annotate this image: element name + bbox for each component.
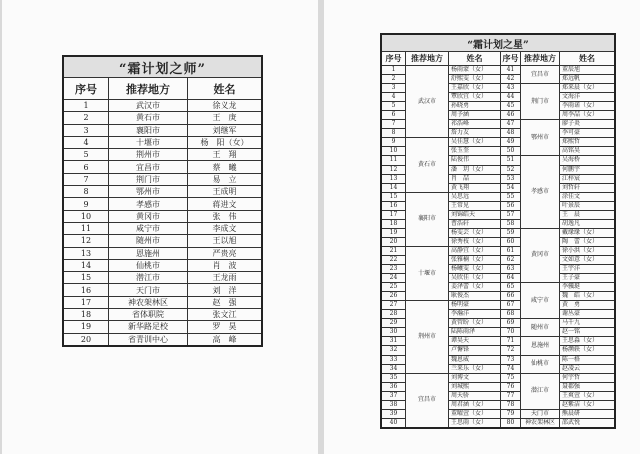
name-cell: 孙晓勇 bbox=[449, 102, 501, 111]
header-cell: 推荐地方 bbox=[406, 52, 449, 66]
row-number: 70 bbox=[501, 328, 521, 337]
name-cell: 张 伟 bbox=[188, 210, 263, 222]
name-cell: 廖子炎 bbox=[560, 120, 616, 129]
row-number: 12 bbox=[381, 165, 406, 174]
name-cell: 王宇洋 bbox=[560, 265, 616, 274]
row-number: 57 bbox=[501, 210, 521, 219]
name-cell: 李骥珽 bbox=[560, 283, 616, 292]
region-cell: 十堰市 bbox=[406, 246, 449, 300]
row-number: 13 bbox=[63, 247, 109, 259]
name-cell: 张文江 bbox=[188, 309, 263, 321]
region-cell: 孝感市 bbox=[521, 156, 560, 228]
name-cell: 徐秀枝（女） bbox=[449, 237, 501, 246]
name-cell: 王龙雨 bbox=[188, 272, 263, 284]
name-cell: 杨濒轶（女） bbox=[560, 346, 616, 355]
table-title: “霜计划之星” bbox=[381, 34, 615, 52]
row-number: 34 bbox=[381, 364, 406, 373]
row-number: 48 bbox=[501, 129, 521, 138]
region-cell: 随州市 bbox=[109, 235, 188, 247]
row-number: 3 bbox=[381, 84, 406, 93]
name-cell: 肖 波 bbox=[188, 259, 263, 271]
left-page bbox=[2, 0, 318, 454]
row-number: 1 bbox=[381, 66, 406, 75]
name-cell: 高铭昊 bbox=[560, 147, 616, 156]
region-cell: 潜江市 bbox=[521, 373, 560, 409]
region-cell: 荆门市 bbox=[109, 173, 188, 185]
name-cell: 陆俊伟 bbox=[449, 156, 501, 165]
row-number: 4 bbox=[381, 93, 406, 102]
region-cell: 十堰市 bbox=[109, 136, 188, 148]
row-number: 7 bbox=[63, 173, 109, 185]
row-number: 58 bbox=[501, 219, 521, 228]
name-cell: 吴欣佳（女） bbox=[449, 274, 501, 283]
name-cell: 刘博文 bbox=[449, 373, 501, 382]
region-cell: 新华路足校 bbox=[109, 321, 188, 333]
row-number: 37 bbox=[381, 391, 406, 400]
name-cell: 王常见 bbox=[449, 201, 501, 210]
table-row bbox=[381, 192, 615, 201]
table-row bbox=[63, 161, 262, 173]
row-number: 6 bbox=[381, 111, 406, 120]
name-cell: 覃欣宜（女） bbox=[449, 93, 501, 102]
name-cell: 魏恩威 bbox=[449, 355, 501, 364]
row-number: 20 bbox=[381, 237, 406, 246]
name-cell: 赵一铭 bbox=[560, 328, 616, 337]
header-row bbox=[63, 78, 262, 100]
row-number: 36 bbox=[381, 382, 406, 391]
name-cell: 王子豪 bbox=[560, 274, 616, 283]
name-cell: 郑来晨（女） bbox=[560, 84, 616, 93]
row-number: 73 bbox=[501, 355, 521, 364]
region-cell: 仙桃市 bbox=[521, 355, 560, 373]
row-number: 77 bbox=[501, 391, 521, 400]
row-number: 2 bbox=[381, 75, 406, 84]
header-cell: 姓名 bbox=[188, 78, 263, 100]
name-cell: 陈一格 bbox=[560, 355, 616, 364]
region-cell: 荆州市 bbox=[406, 301, 449, 373]
region-cell: 黄石市 bbox=[109, 112, 188, 124]
region-cell: 鄂州市 bbox=[109, 186, 188, 198]
row-number: 54 bbox=[501, 183, 521, 192]
region-cell: 黄冈市 bbox=[521, 228, 560, 282]
region-cell: 咸宁市 bbox=[521, 283, 560, 319]
row-number: 49 bbox=[501, 138, 521, 147]
name-cell: 吴思远 bbox=[449, 192, 501, 201]
table-row bbox=[63, 235, 262, 247]
name-cell: 魏 皓（女） bbox=[560, 292, 616, 301]
name-cell: 蒋进文 bbox=[188, 198, 263, 210]
name-cell: 杨 阳（女） bbox=[188, 136, 263, 148]
name-cell: 邵武悦 bbox=[560, 418, 616, 428]
table-row bbox=[381, 373, 615, 382]
table-row bbox=[63, 309, 262, 321]
name-cell: 戴缘缘（女） bbox=[560, 228, 616, 237]
name-cell: 黄管盼（女） bbox=[449, 319, 501, 328]
region-cell: 襄阳市 bbox=[109, 124, 188, 136]
table-row bbox=[63, 136, 262, 148]
row-number: 19 bbox=[381, 228, 406, 237]
table-row bbox=[63, 100, 262, 112]
row-number: 63 bbox=[501, 265, 521, 274]
row-number: 41 bbox=[501, 66, 521, 75]
name-cell: 熊晨研 bbox=[560, 409, 616, 418]
row-number: 4 bbox=[63, 136, 109, 148]
region-cell: 荆州市 bbox=[109, 149, 188, 161]
region-cell: 天门市 bbox=[521, 409, 560, 418]
row-number: 18 bbox=[381, 219, 406, 228]
table-title: “霜计划之师” bbox=[63, 56, 262, 78]
name-cell: 王爽萱（女） bbox=[560, 391, 616, 400]
row-number: 16 bbox=[381, 201, 406, 210]
name-cell: 罗 昊 bbox=[188, 321, 263, 333]
row-number: 46 bbox=[501, 111, 521, 120]
name-cell: 严贵亮 bbox=[188, 247, 263, 259]
star-table bbox=[380, 33, 616, 429]
region-cell: 宜昌市 bbox=[521, 66, 560, 84]
header-cell: 序号 bbox=[501, 52, 521, 66]
name-cell: 王 翔 bbox=[188, 149, 263, 161]
row-number: 65 bbox=[501, 283, 521, 292]
name-cell: 詹力友 bbox=[449, 129, 501, 138]
row-number: 8 bbox=[63, 186, 109, 198]
name-cell: 张玉奎 bbox=[449, 147, 501, 156]
name-cell: 兰来乐（女） bbox=[449, 364, 501, 373]
name-cell: 赵 强 bbox=[188, 296, 263, 308]
name-cell: 李可豪 bbox=[560, 129, 616, 138]
name-cell: 刘 洋 bbox=[188, 284, 263, 296]
row-number: 5 bbox=[63, 149, 109, 161]
table-row bbox=[63, 198, 262, 210]
header-cell: 推荐地方 bbox=[521, 52, 560, 66]
row-number: 20 bbox=[63, 333, 109, 346]
region-cell: 天门市 bbox=[109, 284, 188, 296]
name-cell: 文如意（女） bbox=[560, 255, 616, 264]
row-number: 78 bbox=[501, 400, 521, 409]
row-number: 64 bbox=[501, 274, 521, 283]
name-cell: 王 庚 bbox=[188, 112, 263, 124]
name-cell: 王成明 bbox=[188, 186, 263, 198]
row-number: 28 bbox=[381, 310, 406, 319]
name-cell: 潘 玥（女） bbox=[449, 165, 501, 174]
row-number: 5 bbox=[381, 102, 406, 111]
row-number: 56 bbox=[501, 201, 521, 210]
header-row bbox=[381, 52, 615, 66]
name-cell: 杨雨蒙（女） bbox=[449, 66, 501, 75]
row-number: 39 bbox=[381, 409, 406, 418]
name-cell: 周李喆（女） bbox=[560, 111, 616, 120]
table-row bbox=[63, 149, 262, 161]
name-cell: 周天骄 bbox=[449, 391, 501, 400]
row-number: 14 bbox=[381, 183, 406, 192]
row-number: 50 bbox=[501, 147, 521, 156]
row-number: 43 bbox=[501, 84, 521, 93]
row-number: 52 bbox=[501, 165, 521, 174]
name-cell: 曹浩轩 bbox=[449, 219, 501, 228]
region-cell: 黄石市 bbox=[406, 138, 449, 192]
name-cell: 卢懈锋 bbox=[449, 346, 501, 355]
row-number: 2 bbox=[63, 112, 109, 124]
region-cell: 武汉市 bbox=[406, 66, 449, 138]
name-cell: 叶景辰 bbox=[560, 201, 616, 210]
name-cell: 文海洋 bbox=[560, 93, 616, 102]
region-cell: 黄冈市 bbox=[109, 210, 188, 222]
table-row bbox=[381, 66, 615, 75]
header-cell: 序号 bbox=[381, 52, 406, 66]
row-number: 79 bbox=[501, 409, 521, 418]
region-cell: 省体职院 bbox=[109, 309, 188, 321]
table-row bbox=[63, 112, 262, 124]
region-cell: 鄂州市 bbox=[521, 120, 560, 156]
row-number: 35 bbox=[381, 373, 406, 382]
table-row bbox=[381, 246, 615, 255]
table-row bbox=[63, 333, 262, 346]
name-cell: 马千九 bbox=[560, 319, 616, 328]
row-number: 53 bbox=[501, 174, 521, 183]
row-number: 7 bbox=[381, 120, 406, 129]
name-cell: 何鹏宇 bbox=[560, 165, 616, 174]
right-page bbox=[324, 0, 640, 454]
teacher-table bbox=[62, 55, 263, 347]
name-cell: 杨明豪 bbox=[449, 301, 501, 310]
table-row bbox=[63, 247, 262, 259]
row-number: 72 bbox=[501, 346, 521, 355]
table-row bbox=[63, 284, 262, 296]
row-number: 15 bbox=[63, 272, 109, 284]
row-number: 71 bbox=[501, 337, 521, 346]
row-number: 75 bbox=[501, 373, 521, 382]
header-cell: 序号 bbox=[63, 78, 109, 100]
row-number: 76 bbox=[501, 382, 521, 391]
name-cell: 赵紫洁（女） bbox=[560, 400, 616, 409]
name-cell: 徐义龙 bbox=[188, 100, 263, 112]
row-number: 11 bbox=[63, 222, 109, 234]
region-cell: 神农架林区 bbox=[109, 296, 188, 308]
row-number: 1 bbox=[63, 100, 109, 112]
name-cell: 黄飞翔 bbox=[449, 183, 501, 192]
name-cell: 高静宜（女） bbox=[449, 246, 501, 255]
row-number: 17 bbox=[63, 296, 109, 308]
table-row bbox=[63, 210, 262, 222]
name-cell: 刘继军 bbox=[188, 124, 263, 136]
table-row bbox=[63, 222, 262, 234]
row-number: 45 bbox=[501, 102, 521, 111]
row-number: 51 bbox=[501, 156, 521, 165]
name-cell: 王嘉欣（女） bbox=[449, 84, 501, 93]
region-cell: 省青训中心 bbox=[109, 333, 188, 346]
table-row bbox=[63, 321, 262, 333]
name-cell: 李成文 bbox=[188, 222, 263, 234]
name-cell: 周君涵（女） bbox=[449, 400, 501, 409]
name-cell: 王思淼（女） bbox=[560, 337, 616, 346]
row-number: 9 bbox=[381, 138, 406, 147]
region-cell: 武汉市 bbox=[109, 100, 188, 112]
name-cell: 江梓宸 bbox=[560, 174, 616, 183]
name-cell: 王思雨（女） bbox=[449, 418, 501, 428]
name-cell: 郑远帆 bbox=[560, 75, 616, 84]
row-number: 55 bbox=[501, 192, 521, 201]
name-cell: 杨雯芸（女） bbox=[449, 228, 501, 237]
row-number: 24 bbox=[381, 274, 406, 283]
region-cell: 恩施州 bbox=[109, 247, 188, 259]
row-number: 11 bbox=[381, 156, 406, 165]
row-number: 26 bbox=[381, 292, 406, 301]
row-number: 38 bbox=[381, 400, 406, 409]
row-number: 3 bbox=[63, 124, 109, 136]
table-row bbox=[381, 138, 615, 147]
row-number: 32 bbox=[381, 346, 406, 355]
region-cell: 咸宁市 bbox=[109, 222, 188, 234]
name-cell: 高 峰 bbox=[188, 333, 263, 346]
region-cell: 随州市 bbox=[521, 319, 560, 337]
region-cell: 恩施州 bbox=[521, 337, 560, 355]
row-number: 61 bbox=[501, 246, 521, 255]
table-row bbox=[63, 124, 262, 136]
table-row bbox=[63, 173, 262, 185]
row-number: 80 bbox=[501, 418, 521, 428]
row-number: 74 bbox=[501, 364, 521, 373]
header-cell: 推荐地方 bbox=[109, 78, 188, 100]
row-number: 40 bbox=[381, 418, 406, 428]
region-cell: 荆门市 bbox=[521, 84, 560, 120]
region-cell: 神农架林区 bbox=[521, 418, 560, 428]
name-cell: 胡逸凡 bbox=[560, 219, 616, 228]
name-cell: 吴佳慧（女） bbox=[449, 138, 501, 147]
name-cell: 董辰旭 bbox=[560, 66, 616, 75]
name-cell: 徐小洪（女） bbox=[560, 246, 616, 255]
name-cell: 周予涵 bbox=[449, 111, 501, 120]
region-cell: 仙桃市 bbox=[109, 259, 188, 271]
name-cell: 董曜萱（女） bbox=[449, 409, 501, 418]
name-cell: 李瀚洋 bbox=[449, 310, 501, 319]
row-number: 29 bbox=[381, 319, 406, 328]
name-cell: 王以旭 bbox=[188, 235, 263, 247]
name-cell: 杨曦雯（女） bbox=[449, 265, 501, 274]
header-cell: 姓名 bbox=[449, 52, 501, 66]
table-row bbox=[381, 301, 615, 310]
row-number: 33 bbox=[381, 355, 406, 364]
name-cell: 易 立 bbox=[188, 173, 263, 185]
row-number: 10 bbox=[381, 147, 406, 156]
name-cell: 王 晨 bbox=[560, 210, 616, 219]
row-number: 9 bbox=[63, 198, 109, 210]
name-cell: 谢丛豪 bbox=[560, 310, 616, 319]
name-cell: 黄 勇 bbox=[560, 301, 616, 310]
row-number: 60 bbox=[501, 237, 521, 246]
row-number: 19 bbox=[63, 321, 109, 333]
row-number: 47 bbox=[501, 120, 521, 129]
table-row bbox=[63, 296, 262, 308]
row-number: 30 bbox=[381, 328, 406, 337]
row-number: 66 bbox=[501, 292, 521, 301]
row-number: 69 bbox=[501, 319, 521, 328]
row-number: 27 bbox=[381, 301, 406, 310]
name-cell: 陶 蕾（女） bbox=[560, 237, 616, 246]
name-cell: 肖 喆 bbox=[449, 174, 501, 183]
row-number: 6 bbox=[63, 161, 109, 173]
name-cell: 何宇哲 bbox=[560, 373, 616, 382]
row-number: 68 bbox=[501, 310, 521, 319]
name-cell: 涂佳文 bbox=[560, 192, 616, 201]
row-number: 23 bbox=[381, 265, 406, 274]
table-row bbox=[63, 259, 262, 271]
row-number: 10 bbox=[63, 210, 109, 222]
region-cell: 宜昌市 bbox=[406, 373, 449, 428]
name-cell: 聂郡强 bbox=[560, 382, 616, 391]
name-cell: 刘哲轩 bbox=[560, 183, 616, 192]
name-cell: 谭昊天 bbox=[449, 337, 501, 346]
table-row bbox=[63, 186, 262, 198]
row-number: 15 bbox=[381, 192, 406, 201]
row-number: 25 bbox=[381, 283, 406, 292]
name-cell: 姜泽蕾（女） bbox=[449, 283, 501, 292]
region-cell: 孝感市 bbox=[109, 198, 188, 210]
row-number: 12 bbox=[63, 235, 109, 247]
name-cell: 舒熙雯（女） bbox=[449, 75, 501, 84]
name-cell: 蔡 曦 bbox=[188, 161, 263, 173]
name-cell: 张雅楠（女） bbox=[449, 255, 501, 264]
row-number: 31 bbox=[381, 337, 406, 346]
row-number: 16 bbox=[63, 284, 109, 296]
row-number: 13 bbox=[381, 174, 406, 183]
name-cell: 刘锦皓天 bbox=[449, 210, 501, 219]
name-cell: 刘城熙 bbox=[449, 382, 501, 391]
name-cell: 李雨诺（女） bbox=[560, 102, 616, 111]
row-number: 22 bbox=[381, 255, 406, 264]
row-number: 21 bbox=[381, 246, 406, 255]
row-number: 17 bbox=[381, 210, 406, 219]
row-number: 67 bbox=[501, 301, 521, 310]
name-cell: 陆陈雨泽 bbox=[449, 328, 501, 337]
name-cell: 郑熙哲 bbox=[560, 138, 616, 147]
row-number: 62 bbox=[501, 255, 521, 264]
table-row bbox=[63, 272, 262, 284]
row-number: 59 bbox=[501, 228, 521, 237]
row-number: 14 bbox=[63, 259, 109, 271]
row-number: 18 bbox=[63, 309, 109, 321]
row-number: 42 bbox=[501, 75, 521, 84]
region-cell: 潜江市 bbox=[109, 272, 188, 284]
name-cell: 吴海桥 bbox=[560, 156, 616, 165]
row-number: 8 bbox=[381, 129, 406, 138]
name-cell: 耿俊杰 bbox=[449, 292, 501, 301]
region-cell: 襄阳市 bbox=[406, 192, 449, 246]
row-number: 44 bbox=[501, 93, 521, 102]
region-cell: 宜昌市 bbox=[109, 161, 188, 173]
name-cell: 赵凌云 bbox=[560, 364, 616, 373]
header-cell: 姓名 bbox=[560, 52, 616, 66]
name-cell: 祁浩峰 bbox=[449, 120, 501, 129]
